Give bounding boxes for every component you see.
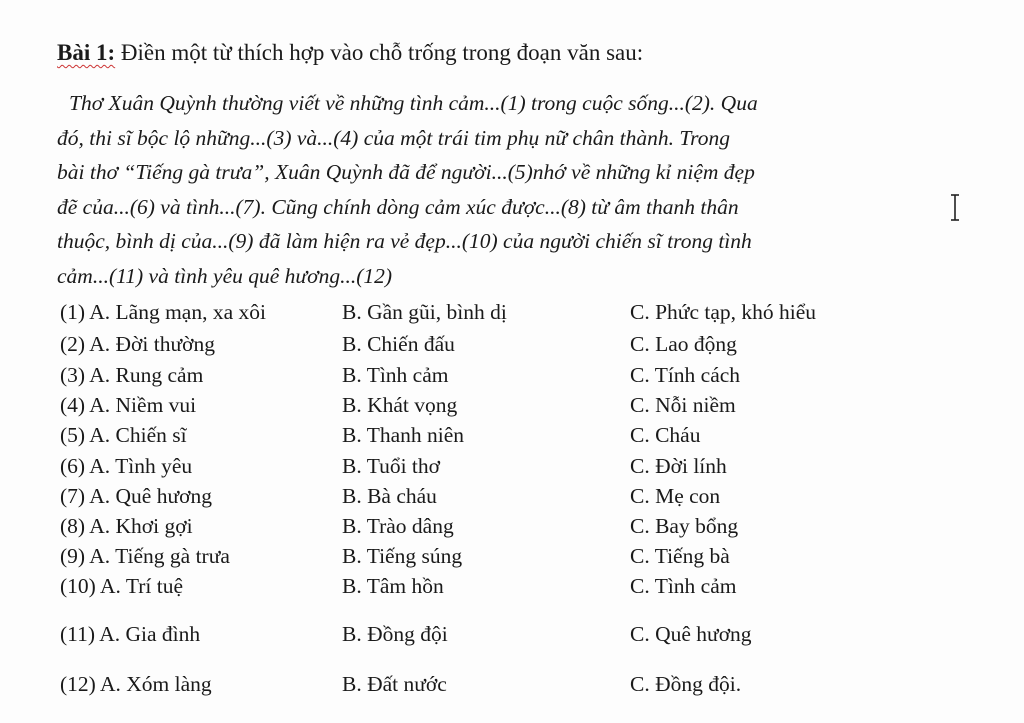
paragraph-line: đẽ của...(6) và tình...(7). Cũng chính dòng cảm xúc được...(8) từ âm thanh thân [57,194,739,219]
option-a[interactable]: (2) A. Đời thường [60,332,216,356]
option-row [60,514,940,544]
option-a[interactable]: (7) A. Quê hương [60,484,213,508]
option-a[interactable]: (9) A. Tiếng gà trưa [60,544,230,568]
paragraph-line: cảm...(11) và tình yêu quê hương...(12) [57,263,393,288]
paragraph-line: đó, thi sĩ bộc lộ những...(3) và...(4) của một trái tim phụ nữ chân thành. Trong [57,125,730,150]
paragraph-line: bài thơ “Tiếng gà trưa”, Xuân Quỳnh đã để người...(5)nhớ về những kỉ niệm đẹp [57,160,755,184]
exercise-instruction: Điền một từ thích hợp vào chỗ trống trong đoạn văn sau: [115,40,644,65]
exercise-title [57,40,643,66]
option-c[interactable]: C. Nỗi niềm [630,393,736,417]
option-b[interactable]: B. Gần gũi, bình dị [342,300,507,324]
option-c[interactable]: C. Tiếng bà [630,544,730,568]
option-c[interactable]: C. Phức tạp, khó hiểu [630,300,817,324]
option-a[interactable]: (6) A. Tình yêu [60,454,193,478]
option-b[interactable]: B. Đất nước [342,672,447,696]
paragraph-line: thuộc, bình dị của...(9) đã làm hiện ra vẻ đẹp...(10) của người chiến sĩ trong tình [57,229,752,253]
option-c[interactable]: C. Cháu [630,423,701,447]
option-b[interactable]: B. Khát vọng [342,393,458,417]
option-b[interactable]: B. Bà cháu [342,484,437,508]
option-c[interactable]: C. Tính cách [630,363,741,387]
option-a[interactable]: (1) A. Lãng mạn, xa xôi [60,300,266,324]
option-row [60,672,940,702]
exercise-label: Bài 1: [57,40,116,65]
option-a[interactable]: (8) A. Khơi gợi [60,514,193,538]
option-b[interactable]: B. Tiếng súng [342,544,463,568]
option-b[interactable]: B. Đồng đội [342,622,448,646]
option-b[interactable]: B. Tuổi thơ [342,454,441,478]
option-c[interactable]: C. Bay bổng [630,514,739,538]
option-b[interactable]: B. Tâm hồn [342,574,444,598]
option-row [60,332,940,362]
option-a[interactable]: (11) A. Gia đình [60,622,201,646]
option-b[interactable]: B. Trào dâng [342,514,454,538]
option-c[interactable]: C. Lao động [630,332,737,356]
option-a[interactable]: (3) A. Rung cảm [60,363,204,387]
option-b[interactable]: B. Chiến đấu [342,332,455,356]
option-a[interactable]: (10) A. Trí tuệ [60,574,184,598]
option-b[interactable]: B. Thanh niên [342,423,465,447]
option-a[interactable]: (12) A. Xóm làng [60,672,212,696]
option-c[interactable]: C. Tình cảm [630,574,737,598]
option-c[interactable]: C. Quê hương [630,622,752,646]
fill-in-paragraph[interactable] [57,86,917,293]
paragraph-line: Thơ Xuân Quỳnh thường viết về những tình cảm...(1) trong cuộc sống...(2). Qua [69,91,758,115]
option-row [60,393,940,423]
option-b[interactable]: B. Tình cảm [342,363,449,387]
option-row [60,363,940,393]
option-row [60,454,940,484]
option-a[interactable]: (5) A. Chiến sĩ [60,423,187,447]
option-a[interactable]: (4) A. Niềm vui [60,393,197,417]
option-row [60,622,940,652]
option-row [60,544,940,574]
option-c[interactable]: C. Mẹ con [630,484,721,508]
option-c[interactable]: C. Đời lính [630,454,727,478]
option-row [60,300,940,330]
option-row [60,574,940,604]
option-row [60,484,940,514]
option-c[interactable]: C. Đồng đội. [630,672,742,696]
text-cursor-icon [949,193,961,223]
option-row [60,423,940,453]
